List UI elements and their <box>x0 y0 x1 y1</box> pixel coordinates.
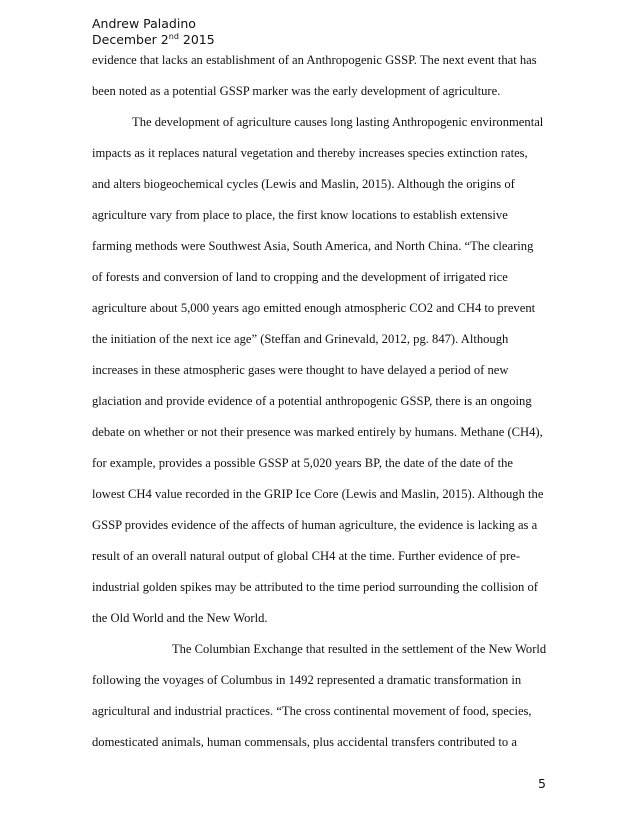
text-line: debate on whether or not their presence was marked entirely by humans. Methane (CH4), <box>92 425 543 439</box>
text-line: the initiation of the next ice age” (Steffan and Grinevald, 2012, pg. 847). Although <box>92 332 509 346</box>
text-line: impacts as it replaces natural vegetation and thereby increases species extinction rates, <box>92 146 528 160</box>
text-line: of forests and conversion of land to cropping and the development of irrigated rice <box>92 270 508 284</box>
text-line: evidence that lacks an establishment of an Anthropogenic GSSP. The next event that has <box>92 53 537 67</box>
text-line: the Old World and the New World. <box>92 611 268 625</box>
text-line: been noted as a potential GSSP marker was the early development of agriculture. <box>92 84 501 98</box>
page-header <box>92 16 215 48</box>
text-line: following the voyages of Columbus in 1492 represented a dramatic transformation in <box>92 673 522 687</box>
date-year: 2015 <box>178 32 215 47</box>
text-line: farming methods were Southwest Asia, South America, and North China. “The clearing <box>92 239 534 253</box>
text-line: for example, provides a possible GSSP at 5,020 years BP, the date of the date of the <box>92 456 513 470</box>
text-line: domesticated animals, human commensals, plus accidental transfers contributed to a <box>92 735 517 749</box>
document-date <box>92 32 215 48</box>
text-line: and alters biogeochemical cycles (Lewis and Maslin, 2015). Although the origins of <box>92 177 515 191</box>
page-number: 5 <box>538 776 546 791</box>
author-name: Andrew Paladino <box>92 16 196 31</box>
text-line: industrial golden spikes may be attributed to the time period surrounding the collision of <box>92 580 538 594</box>
text-line: glaciation and provide evidence of a potential anthropogenic GSSP, there is an ongoing <box>92 394 532 408</box>
text-line: agriculture vary from place to place, the first know locations to establish extensive <box>92 208 508 222</box>
text-line: agricultural and industrial practices. “The cross continental movement of food, species, <box>92 704 532 718</box>
paragraph-first-line: The Columbian Exchange that resulted in the settlement of the New World <box>172 642 547 656</box>
text-line: result of an overall natural output of global CH4 at the time. Further evidence of pre- <box>92 549 521 563</box>
text-line: agriculture about 5,000 years ago emitted enough atmospheric CO2 and CH4 to prevent <box>92 301 536 315</box>
text-line: lowest CH4 value recorded in the GRIP Ice Core (Lewis and Maslin, 2015). Although the <box>92 487 544 501</box>
text-line: GSSP provides evidence of the affects of human agriculture, the evidence is lacking as a <box>92 518 538 532</box>
date-month-day: December 2 <box>92 32 169 47</box>
text-line: increases in these atmospheric gases were thought to have delayed a period of new <box>92 363 509 377</box>
paragraph-first-line: The development of agriculture causes long lasting Anthropogenic environmental <box>132 115 544 129</box>
date-ordinal: nd <box>168 31 179 41</box>
